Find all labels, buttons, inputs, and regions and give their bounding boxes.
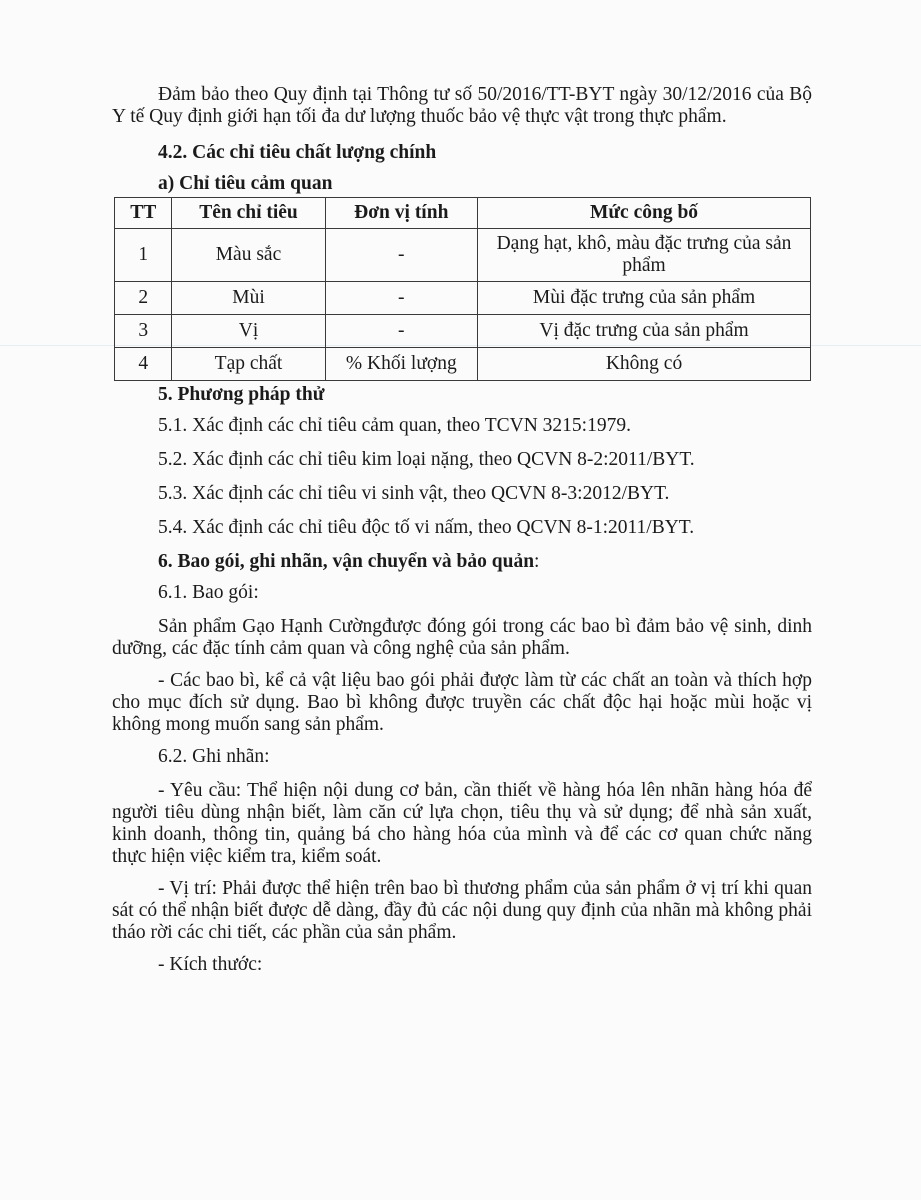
cell-unit: - <box>325 282 477 315</box>
subsection-6-1-heading: 6.1. Bao gói: <box>158 582 259 603</box>
cell-level: Vị đặc trưng của sản phẩm <box>478 315 811 348</box>
packaging-paragraph: Sản phẩm Gạo Hạnh Cườngđược đóng gói trong các bao bì đảm bảo vệ sinh, dinh dưỡng, các đặc tính cảm quan và công nghệ của sản phẩm. <box>112 616 812 659</box>
cell-criterion: Mùi <box>172 282 325 315</box>
table-header-row <box>115 198 811 229</box>
packaging-materials-paragraph: - Các bao bì, kể cả vật liệu bao gói phải được làm từ các chất an toàn và thích hợp cho mục đích sử dụng. Bao bì không được truyền các chất độc hại hoặc mùi hoặc vị không mong muốn sang sản phẩm. <box>112 670 812 735</box>
subsection-6-2-heading: 6.2. Ghi nhãn: <box>158 746 270 767</box>
cell-level: Mùi đặc trưng của sản phẩm <box>478 282 811 315</box>
cell-level: Không có <box>478 348 811 381</box>
table-row <box>115 348 811 381</box>
section-6-heading <box>158 551 812 573</box>
table-row <box>115 282 811 315</box>
document-body <box>112 84 812 988</box>
section-6-colon: : <box>534 551 540 572</box>
cell-level: Dạng hạt, khô, màu đặc trưng của sản phẩm <box>478 229 811 282</box>
subsection-a-heading: a) Chỉ tiêu cảm quan <box>158 173 333 194</box>
intro-paragraph: Đảm bảo theo Quy định tại Thông tư số 50/2016/TT-BYT ngày 30/12/2016 của Bộ Y tế Quy định giới hạn tối đa dư lượng thuốc bảo vệ thực vật trong thực phẩm. <box>112 84 812 127</box>
section-5-heading: 5. Phương pháp thử <box>158 384 325 405</box>
method-item: 5.2. Xác định các chỉ tiêu kim loại nặng, theo QCVN 8-2:2011/BYT. <box>158 449 695 470</box>
label-size-line: - Kích thước: <box>158 954 263 975</box>
label-position-paragraph: - Vị trí: Phải được thể hiện trên bao bì thương phẩm của sản phẩm ở vị trí khi quan sát có thể nhận biết được dễ dàng, đầy đủ các nội dung quy định của nhãn mà không phải tháo rời các chi tiết, các phần của sản phẩm. <box>112 878 812 943</box>
header-criterion-name: Tên chỉ tiêu <box>172 198 325 229</box>
table-row <box>115 229 811 282</box>
cell-tt: 4 <box>115 348 172 381</box>
section-6-title: 6. Bao gói, ghi nhãn, vận chuyển và bảo quản <box>158 551 535 572</box>
method-item: 5.4. Xác định các chỉ tiêu độc tố vi nấm, theo QCVN 8-1:2011/BYT. <box>158 517 695 538</box>
cell-criterion: Vị <box>172 315 325 348</box>
header-unit: Đơn vị tính <box>325 198 477 229</box>
method-item: 5.1. Xác định các chỉ tiêu cảm quan, theo TCVN 3215:1979. <box>158 415 631 436</box>
sensory-criteria-table <box>114 197 811 381</box>
label-requirements-paragraph: - Yêu cầu: Thể hiện nội dung cơ bản, cần thiết về hàng hóa lên nhãn hàng hóa để người tiêu dùng nhận biết, làm căn cứ lựa chọn, tiêu thụ và sử dụng; để nhà sản xuất, kinh doanh, thông tin, quảng bá cho hàng hóa của mình và để các cơ quan chức năng thực hiện việc kiểm tra, kiểm soát. <box>112 780 812 867</box>
header-declared-level: Mức công bố <box>478 198 811 229</box>
table-row <box>115 315 811 348</box>
cell-unit: - <box>325 229 477 282</box>
method-item: 5.3. Xác định các chỉ tiêu vi sinh vật, theo QCVN 8-3:2012/BYT. <box>158 483 670 504</box>
section-4-2-heading: 4.2. Các chỉ tiêu chất lượng chính <box>158 142 437 163</box>
cell-tt: 1 <box>115 229 172 282</box>
cell-criterion: Tạp chất <box>172 348 325 381</box>
cell-tt: 2 <box>115 282 172 315</box>
cell-unit: - <box>325 315 477 348</box>
cell-tt: 3 <box>115 315 172 348</box>
cell-unit: % Khối lượng <box>325 348 477 381</box>
cell-criterion: Màu sắc <box>172 229 325 282</box>
header-tt: TT <box>115 198 172 229</box>
